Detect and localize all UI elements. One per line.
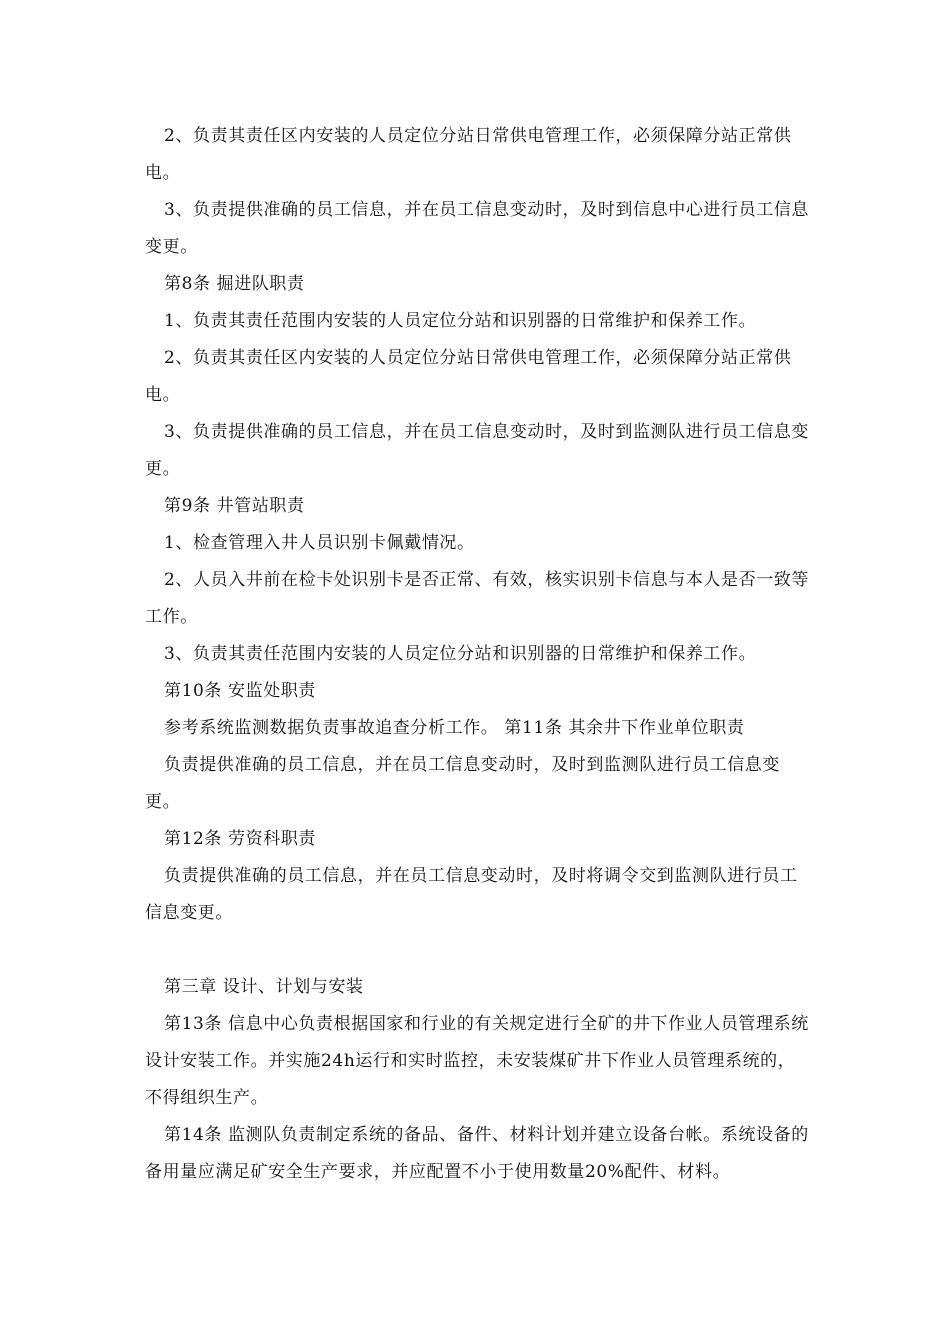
paragraph-article-10-11: 参考系统监测数据负责事故追查分析工作。 第11条 其余井下作业单位职责: [164, 718, 745, 738]
paragraph-article-14: 第14条 监测队负责制定系统的备品、备件、材料计划并建立设备台帐。系统设备的备用量应满足矿安全生产要求，并应配置不小于使用数量20%配件、材料。: [145, 1125, 809, 1182]
paragraph-article-12-body: 负责提供准确的员工信息，并在员工信息变动时，及时将调令交到监测队进行员工信息变更。: [145, 866, 798, 923]
paragraph-article-13: 第13条 信息中心负责根据国家和行业的有关规定进行全矿的井下作业人员管理系统设计安装工作。并实施24h运行和实时监控，未安装煤矿井下作业人员管理系统的，不得组织生产。: [145, 1014, 809, 1108]
paragraph-item2-power-supply: 2、负责其责任区内安装的人员定位分站日常供电管理工作，必须保障分站正常供电。: [145, 126, 792, 183]
chapter-3-heading: 第三章 设计、计划与安装: [164, 977, 364, 997]
paragraph-item1-maintenance: 1、负责其责任范围内安装的人员定位分站和识别器的日常维护和保养工作。: [164, 311, 757, 331]
document-body: [145, 118, 810, 1191]
article-8-heading: 第8条 掘进队职责: [164, 274, 305, 294]
paragraph-article-11-body: 负责提供准确的员工信息，并在员工信息变动时，及时到监测队进行员工信息变更。: [145, 755, 780, 812]
paragraph-item3-maintenance: 3、负责其责任范围内安装的人员定位分站和识别器的日常维护和保养工作。: [164, 644, 757, 664]
paragraph-item1-card-check: 1、检查管理入井人员识别卡佩戴情况。: [164, 533, 475, 553]
article-10-heading: 第10条 安监处职责: [164, 681, 317, 701]
paragraph-item2-card-verify: 2、人员入井前在检卡处识别卡是否正常、有效，核实识别卡信息与本人是否一致等工作。: [145, 570, 810, 627]
article-12-heading: 第12条 劳资科职责: [164, 829, 317, 849]
article-9-heading: 第9条 井管站职责: [164, 496, 305, 516]
paragraph-item3-employee-info: 3、负责提供准确的员工信息，并在员工信息变动时，及时到信息中心进行员工信息变更。: [145, 200, 810, 257]
paragraph-item2-power-supply: 2、负责其责任区内安装的人员定位分站日常供电管理工作，必须保障分站正常供电。: [145, 348, 792, 405]
paragraph-item3-employee-info: 3、负责提供准确的员工信息，并在员工信息变动时，及时到监测队进行员工信息变更。: [145, 422, 810, 479]
